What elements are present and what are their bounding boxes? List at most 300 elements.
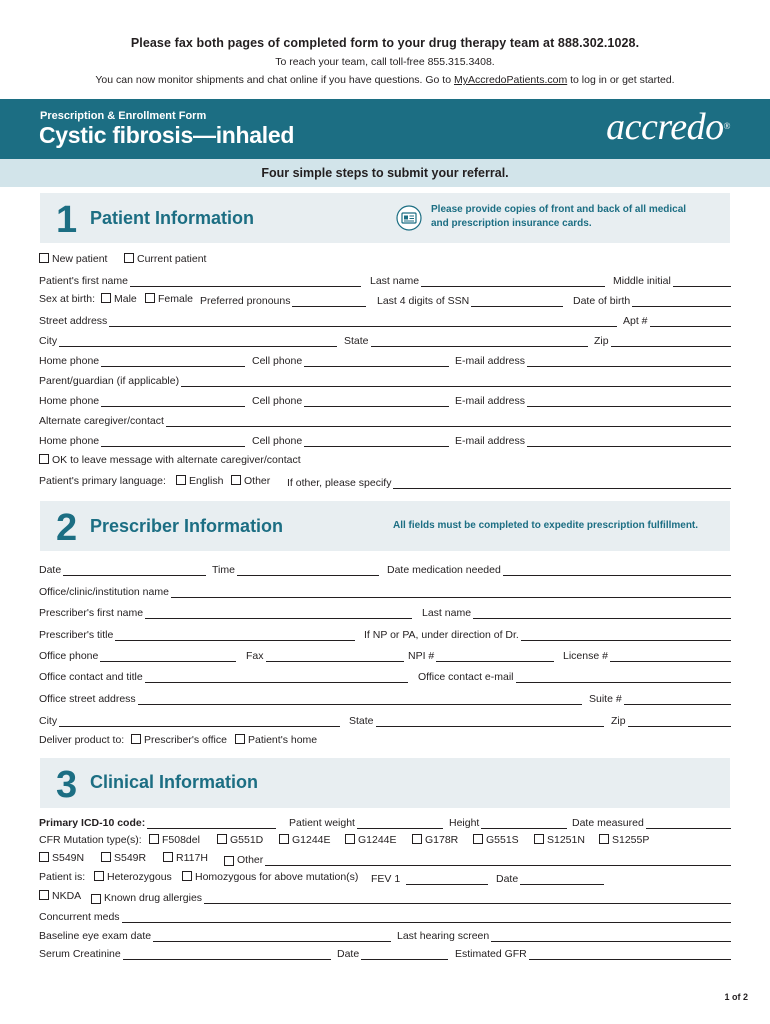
guardian-row bbox=[39, 373, 731, 387]
office-name-field[interactable] bbox=[39, 584, 731, 598]
npi-field[interactable] bbox=[408, 648, 554, 662]
field-label: State bbox=[349, 715, 374, 727]
alt-caregiver-field[interactable] bbox=[39, 413, 731, 427]
date-time-row bbox=[39, 562, 731, 576]
field-label: Suite # bbox=[589, 693, 622, 705]
field-label: Date of birth bbox=[573, 295, 631, 307]
field-label: Last 4 digits of SSN bbox=[377, 295, 470, 307]
field-label: NPI # bbox=[408, 650, 435, 662]
other-mutation-field[interactable] bbox=[224, 852, 731, 866]
office-state-field[interactable] bbox=[349, 713, 604, 727]
alt-home-phone-field[interactable] bbox=[39, 433, 245, 447]
date-measured-field[interactable] bbox=[572, 815, 731, 829]
field-label: Cell phone bbox=[252, 395, 303, 407]
input-line[interactable] bbox=[376, 716, 604, 727]
gfr-field[interactable] bbox=[455, 946, 731, 960]
email-field[interactable] bbox=[455, 353, 731, 367]
mutation-option[interactable] bbox=[101, 852, 146, 864]
home-phone-field[interactable] bbox=[39, 353, 245, 367]
option-label: S549R bbox=[114, 852, 147, 864]
alt-email-field[interactable] bbox=[455, 433, 731, 447]
insurance-card-icon bbox=[396, 205, 422, 231]
field-label: Baseline eye exam date bbox=[39, 930, 152, 942]
input-line[interactable] bbox=[115, 630, 355, 641]
guardian-home-phone-field[interactable] bbox=[39, 393, 245, 407]
input-line[interactable] bbox=[436, 651, 554, 662]
option-label: S1251N bbox=[547, 834, 585, 846]
field-label: Office contact e-mail bbox=[418, 671, 514, 683]
field-label: Home phone bbox=[39, 395, 100, 407]
input-line[interactable] bbox=[481, 818, 567, 829]
checkbox[interactable] bbox=[131, 734, 141, 744]
input-line[interactable] bbox=[130, 276, 361, 287]
field-label: Office contact and title bbox=[39, 671, 143, 683]
mutation-option[interactable] bbox=[345, 834, 397, 846]
field-label: Primary ICD-10 code: bbox=[39, 817, 146, 829]
section-title: Prescriber Information bbox=[90, 516, 284, 536]
creatinine-row bbox=[39, 946, 731, 960]
meds-row bbox=[39, 909, 731, 923]
input-line[interactable] bbox=[646, 818, 731, 829]
field-label: Estimated GFR bbox=[455, 948, 527, 960]
alt-cell-phone-field[interactable] bbox=[252, 433, 449, 447]
new-patient-option[interactable] bbox=[39, 253, 107, 265]
checkbox[interactable] bbox=[224, 856, 234, 866]
input-line[interactable] bbox=[204, 893, 731, 904]
input-line[interactable] bbox=[628, 716, 731, 727]
field-label: Zip bbox=[594, 335, 609, 347]
field-label: Concurrent meds bbox=[39, 911, 120, 923]
input-line[interactable] bbox=[304, 356, 449, 367]
input-line[interactable] bbox=[673, 276, 731, 287]
input-line[interactable] bbox=[624, 694, 731, 705]
input-line[interactable] bbox=[166, 416, 731, 427]
prescriber-title-row bbox=[39, 627, 731, 641]
field-label: If NP or PA, under direction of Dr. bbox=[364, 629, 519, 641]
section-number: 3 bbox=[56, 764, 78, 806]
input-line[interactable] bbox=[527, 396, 731, 407]
field-label: License # bbox=[563, 650, 608, 662]
note-line: and prescription insurance cards. bbox=[431, 218, 592, 229]
field-label: Other bbox=[237, 854, 264, 866]
city-field[interactable] bbox=[39, 333, 337, 347]
mutation-option[interactable] bbox=[149, 834, 200, 846]
field-label: City bbox=[39, 335, 58, 347]
option-label: G178R bbox=[425, 834, 459, 846]
field-label: Apt # bbox=[623, 315, 648, 327]
fax-instructions bbox=[0, 36, 770, 86]
field-label: Office/clinic/institution name bbox=[39, 586, 169, 598]
height-field[interactable] bbox=[449, 815, 567, 829]
mutation-option[interactable] bbox=[279, 834, 331, 846]
input-line[interactable] bbox=[101, 436, 245, 447]
input-line[interactable] bbox=[527, 356, 731, 367]
field-label: Time bbox=[212, 564, 235, 576]
alt-caregiver-row bbox=[39, 413, 731, 427]
other-language-field[interactable] bbox=[287, 475, 731, 489]
input-line[interactable] bbox=[516, 672, 731, 683]
language-row bbox=[39, 475, 731, 489]
input-line[interactable] bbox=[181, 376, 731, 387]
input-line[interactable] bbox=[145, 672, 408, 683]
input-line[interactable] bbox=[529, 949, 731, 960]
input-line[interactable] bbox=[611, 336, 731, 347]
option-label: G551D bbox=[230, 834, 264, 846]
checkbox[interactable] bbox=[279, 834, 289, 844]
checkbox[interactable] bbox=[345, 834, 355, 844]
ssn-field[interactable] bbox=[377, 293, 563, 307]
mutation-option[interactable] bbox=[217, 834, 263, 846]
input-line[interactable] bbox=[503, 565, 731, 576]
field-label: Middle initial bbox=[613, 275, 671, 287]
input-line[interactable] bbox=[421, 276, 605, 287]
logo-text: accredo bbox=[606, 106, 724, 148]
creatinine-date-field[interactable] bbox=[337, 946, 448, 960]
ok-message-row bbox=[39, 454, 731, 468]
section-number: 2 bbox=[56, 507, 78, 549]
office-street-row bbox=[39, 691, 731, 705]
weight-field[interactable] bbox=[289, 815, 443, 829]
mutation-option[interactable] bbox=[599, 834, 649, 846]
language-label: Patient's primary language: bbox=[39, 475, 166, 487]
checkbox[interactable] bbox=[163, 852, 173, 862]
field-label: Last name bbox=[370, 275, 420, 287]
mutation-option[interactable] bbox=[163, 852, 208, 864]
state-field[interactable] bbox=[344, 333, 588, 347]
np-pa-field[interactable] bbox=[364, 627, 731, 641]
pronouns-field[interactable] bbox=[200, 293, 366, 307]
section-patient-header bbox=[40, 193, 730, 243]
guardian-phone-row bbox=[39, 393, 731, 407]
patient-name-row bbox=[39, 273, 731, 287]
option-label: New patient bbox=[52, 253, 108, 265]
field-label: Office phone bbox=[39, 650, 99, 662]
title-banner bbox=[0, 99, 770, 159]
input-line[interactable] bbox=[527, 436, 731, 447]
input-line[interactable] bbox=[101, 396, 245, 407]
field-label: Date measured bbox=[572, 817, 644, 829]
office-city-field[interactable] bbox=[39, 713, 340, 727]
option-label: R117H bbox=[176, 852, 208, 864]
checkbox[interactable] bbox=[217, 834, 227, 844]
mutation-option[interactable] bbox=[39, 852, 84, 864]
street-field[interactable] bbox=[39, 313, 617, 327]
field-label: E-mail address bbox=[455, 355, 526, 367]
input-line[interactable] bbox=[357, 818, 443, 829]
time-field[interactable] bbox=[212, 562, 379, 576]
option-label: Other bbox=[244, 475, 271, 487]
checkbox[interactable] bbox=[91, 894, 101, 904]
portal-link[interactable]: MyAccredoPatients.com bbox=[453, 74, 568, 86]
portal-text: You can now monitor shipments and chat online if you have questions. Go to bbox=[95, 74, 454, 86]
office-street-field[interactable] bbox=[39, 691, 582, 705]
field-label: Serum Creatinine bbox=[39, 948, 121, 960]
office-city-row bbox=[39, 713, 731, 727]
cfr-mutation-row bbox=[39, 834, 731, 848]
field-label: Office street address bbox=[39, 693, 136, 705]
input-line[interactable] bbox=[237, 565, 379, 576]
office-name-row bbox=[39, 584, 731, 598]
deliver-row bbox=[39, 734, 731, 748]
current-patient-option[interactable] bbox=[124, 253, 206, 265]
input-line[interactable] bbox=[122, 912, 731, 923]
checkbox[interactable] bbox=[182, 871, 192, 881]
checkbox[interactable] bbox=[101, 293, 111, 303]
patient-phone-row bbox=[39, 353, 731, 367]
option-label: Female bbox=[158, 293, 194, 305]
cfr-label: CFR Mutation type(s): bbox=[39, 834, 142, 846]
field-label: FEV 1 bbox=[371, 873, 401, 885]
checkbox[interactable] bbox=[176, 475, 186, 485]
date-needed-field[interactable] bbox=[387, 562, 731, 576]
prescriber-name-row bbox=[39, 605, 731, 619]
field-label: Cell phone bbox=[252, 435, 303, 447]
section-number: 1 bbox=[56, 199, 78, 241]
portal-text-end: to log in or get started. bbox=[567, 74, 675, 86]
option-label: Male bbox=[114, 293, 137, 305]
field-label: Street address bbox=[39, 315, 108, 327]
phone-line: To reach your team, call toll-free 855.315.3408. bbox=[275, 56, 495, 68]
exam-row bbox=[39, 928, 731, 942]
checkbox[interactable] bbox=[94, 871, 104, 881]
deliver-label: Deliver product to: bbox=[39, 734, 125, 746]
input-line[interactable] bbox=[406, 874, 488, 885]
registered-mark: ® bbox=[723, 121, 730, 131]
portal-line bbox=[0, 74, 770, 86]
field-label: Date medication needed bbox=[387, 564, 501, 576]
middle-initial-field[interactable] bbox=[613, 273, 731, 287]
field-label: Alternate caregiver/contact bbox=[39, 415, 164, 427]
city-row bbox=[39, 333, 731, 347]
mutation-row-2 bbox=[39, 852, 731, 866]
sex-row bbox=[39, 293, 731, 307]
hearing-field[interactable] bbox=[397, 928, 731, 942]
patient-is-row bbox=[39, 871, 731, 885]
input-line[interactable] bbox=[266, 651, 404, 662]
field-label: Date bbox=[496, 873, 519, 885]
input-line[interactable] bbox=[265, 855, 731, 866]
icd-field[interactable] bbox=[39, 815, 276, 829]
option-label: Patient's home bbox=[248, 734, 318, 746]
mutation-option[interactable] bbox=[534, 834, 585, 846]
field-label: E-mail address bbox=[455, 435, 526, 447]
input-line[interactable] bbox=[109, 316, 617, 327]
checkbox[interactable] bbox=[412, 834, 422, 844]
office-contact-row bbox=[39, 669, 731, 683]
checkbox[interactable] bbox=[534, 834, 544, 844]
input-line[interactable] bbox=[304, 436, 449, 447]
field-label: Last name bbox=[422, 607, 472, 619]
eye-exam-field[interactable] bbox=[39, 928, 391, 942]
sex-label: Sex at birth: bbox=[39, 293, 96, 305]
allergies-row bbox=[39, 890, 731, 904]
checkbox[interactable] bbox=[231, 475, 241, 485]
patient-is-label: Patient is: bbox=[39, 871, 86, 883]
field-label: Date bbox=[337, 948, 360, 960]
accredo-logo bbox=[606, 105, 730, 149]
patient-type-row bbox=[39, 253, 731, 267]
field-label: Height bbox=[449, 817, 480, 829]
guardian-cell-phone-field[interactable] bbox=[252, 393, 449, 407]
suite-field[interactable] bbox=[589, 691, 731, 705]
dob-field[interactable] bbox=[573, 293, 731, 307]
option-label: NKDA bbox=[52, 890, 82, 902]
option-label: S1255P bbox=[612, 834, 650, 846]
input-line[interactable] bbox=[59, 336, 337, 347]
input-line[interactable] bbox=[491, 931, 731, 942]
heterozygous-option[interactable] bbox=[94, 871, 172, 883]
fax-line: Please fax both pages of completed form to your drug therapy team at 888.302.1028. bbox=[130, 36, 640, 50]
option-label: Homozygous for above mutation(s) bbox=[195, 871, 359, 883]
page-number: 1 of 2 bbox=[724, 992, 748, 1002]
creatinine-field[interactable] bbox=[39, 946, 331, 960]
checkbox[interactable] bbox=[101, 852, 111, 862]
mutation-option[interactable] bbox=[412, 834, 458, 846]
deliver-office-option[interactable] bbox=[131, 734, 227, 746]
office-zip-field[interactable] bbox=[611, 713, 731, 727]
field-label: Prescriber's title bbox=[39, 629, 114, 641]
input-line[interactable] bbox=[123, 949, 331, 960]
steps-bar: Four simple steps to submit your referral. bbox=[0, 159, 770, 187]
alt-phone-row bbox=[39, 433, 731, 447]
option-label: F508del bbox=[162, 834, 200, 846]
street-row bbox=[39, 313, 731, 327]
field-label: Date bbox=[39, 564, 62, 576]
checkbox[interactable] bbox=[149, 834, 159, 844]
input-line[interactable] bbox=[59, 716, 340, 727]
input-line[interactable] bbox=[171, 587, 731, 598]
field-label: Zip bbox=[611, 715, 626, 727]
checkbox[interactable] bbox=[473, 834, 483, 844]
allergies-field[interactable] bbox=[91, 890, 731, 904]
field-label: Cell phone bbox=[252, 355, 303, 367]
guardian-field[interactable] bbox=[39, 373, 731, 387]
input-line[interactable] bbox=[371, 336, 588, 347]
option-label: G1244E bbox=[358, 834, 397, 846]
input-line[interactable] bbox=[521, 630, 731, 641]
input-line[interactable] bbox=[650, 316, 731, 327]
office-contact-field[interactable] bbox=[39, 669, 408, 683]
office-phone-field[interactable] bbox=[39, 648, 236, 662]
input-line[interactable] bbox=[100, 651, 236, 662]
last-name-field[interactable] bbox=[370, 273, 605, 287]
input-line[interactable] bbox=[145, 608, 412, 619]
date-field[interactable] bbox=[39, 562, 206, 576]
field-label: Patient's first name bbox=[39, 275, 128, 287]
male-option[interactable] bbox=[101, 293, 137, 305]
input-line[interactable] bbox=[292, 296, 366, 307]
input-line[interactable] bbox=[473, 608, 731, 619]
checkbox[interactable] bbox=[39, 253, 49, 263]
fax-field[interactable] bbox=[246, 648, 404, 662]
field-label: Preferred pronouns bbox=[200, 295, 291, 307]
checkbox[interactable] bbox=[235, 734, 245, 744]
other-language-option[interactable] bbox=[231, 475, 270, 487]
homozygous-option[interactable] bbox=[182, 871, 358, 883]
checkbox[interactable] bbox=[39, 890, 49, 900]
option-label: S549N bbox=[52, 852, 85, 864]
field-label: Home phone bbox=[39, 355, 100, 367]
field-label: Last hearing screen bbox=[397, 930, 490, 942]
input-line[interactable] bbox=[63, 565, 206, 576]
option-label: Heterozygous bbox=[107, 871, 172, 883]
field-label: E-mail address bbox=[455, 395, 526, 407]
female-option[interactable] bbox=[145, 293, 193, 305]
note-line: Please provide copies of front and back of all medical bbox=[431, 204, 687, 215]
option-label: G551S bbox=[486, 834, 519, 846]
license-field[interactable] bbox=[563, 648, 731, 662]
input-line[interactable] bbox=[153, 931, 391, 942]
checkbox[interactable] bbox=[39, 454, 49, 464]
office-phone-row bbox=[39, 648, 731, 662]
checkbox[interactable] bbox=[39, 852, 49, 862]
field-label: Known drug allergies bbox=[104, 892, 203, 904]
cell-phone-field[interactable] bbox=[252, 353, 449, 367]
section-clinical-header bbox=[40, 758, 730, 808]
option-label: Current patient bbox=[137, 253, 207, 265]
section-title: Patient Information bbox=[90, 208, 255, 228]
mutation-option[interactable] bbox=[473, 834, 519, 846]
field-label: If other, please specify bbox=[287, 477, 392, 489]
option-label: Prescriber's office bbox=[144, 734, 227, 746]
zip-field[interactable] bbox=[594, 333, 731, 347]
section-prescriber-header bbox=[40, 501, 730, 551]
option-label: OK to leave message with alternate caregiver/contact bbox=[52, 454, 301, 466]
field-label: Fax bbox=[246, 650, 264, 662]
english-option[interactable] bbox=[176, 475, 223, 487]
office-contact-email-field[interactable] bbox=[418, 669, 731, 683]
input-line[interactable] bbox=[304, 396, 449, 407]
field-label: State bbox=[344, 335, 369, 347]
prescriber-first-name-field[interactable] bbox=[39, 605, 412, 619]
field-label: Home phone bbox=[39, 435, 100, 447]
deliver-home-option[interactable] bbox=[235, 734, 317, 746]
input-line[interactable] bbox=[610, 651, 731, 662]
fev1-date-field[interactable] bbox=[496, 871, 604, 885]
fev1-field[interactable] bbox=[371, 871, 488, 885]
form-title: Cystic fibrosis—inhaled bbox=[39, 122, 295, 148]
option-label: English bbox=[189, 475, 224, 487]
option-label: G1244E bbox=[292, 834, 331, 846]
first-name-field[interactable] bbox=[39, 273, 361, 287]
input-line[interactable] bbox=[632, 296, 731, 307]
prescriber-last-name-field[interactable] bbox=[422, 605, 731, 619]
form-subtitle: Prescription & Enrollment Form bbox=[40, 110, 207, 122]
concurrent-meds-field[interactable] bbox=[39, 909, 731, 923]
checkbox[interactable] bbox=[124, 253, 134, 263]
prescriber-note: All fields must be completed to expedite prescription fulfillment. bbox=[393, 520, 699, 531]
insurance-note bbox=[431, 203, 686, 231]
input-line[interactable] bbox=[393, 478, 731, 489]
checkbox[interactable] bbox=[145, 293, 155, 303]
input-line[interactable] bbox=[147, 818, 276, 829]
guardian-email-field[interactable] bbox=[455, 393, 731, 407]
ok-message-option[interactable] bbox=[39, 454, 301, 466]
input-line[interactable] bbox=[138, 694, 582, 705]
checkbox[interactable] bbox=[599, 834, 609, 844]
input-line[interactable] bbox=[520, 874, 604, 885]
prescriber-title-field[interactable] bbox=[39, 627, 355, 641]
apt-field[interactable] bbox=[623, 313, 731, 327]
nkda-option[interactable] bbox=[39, 890, 81, 902]
input-line[interactable] bbox=[101, 356, 245, 367]
section-title: Clinical Information bbox=[90, 772, 259, 792]
field-label: Parent/guardian (if applicable) bbox=[39, 375, 180, 387]
field-label: Patient weight bbox=[289, 817, 355, 829]
field-label: Prescriber's first name bbox=[39, 607, 144, 619]
input-line[interactable] bbox=[471, 296, 563, 307]
input-line[interactable] bbox=[361, 949, 448, 960]
